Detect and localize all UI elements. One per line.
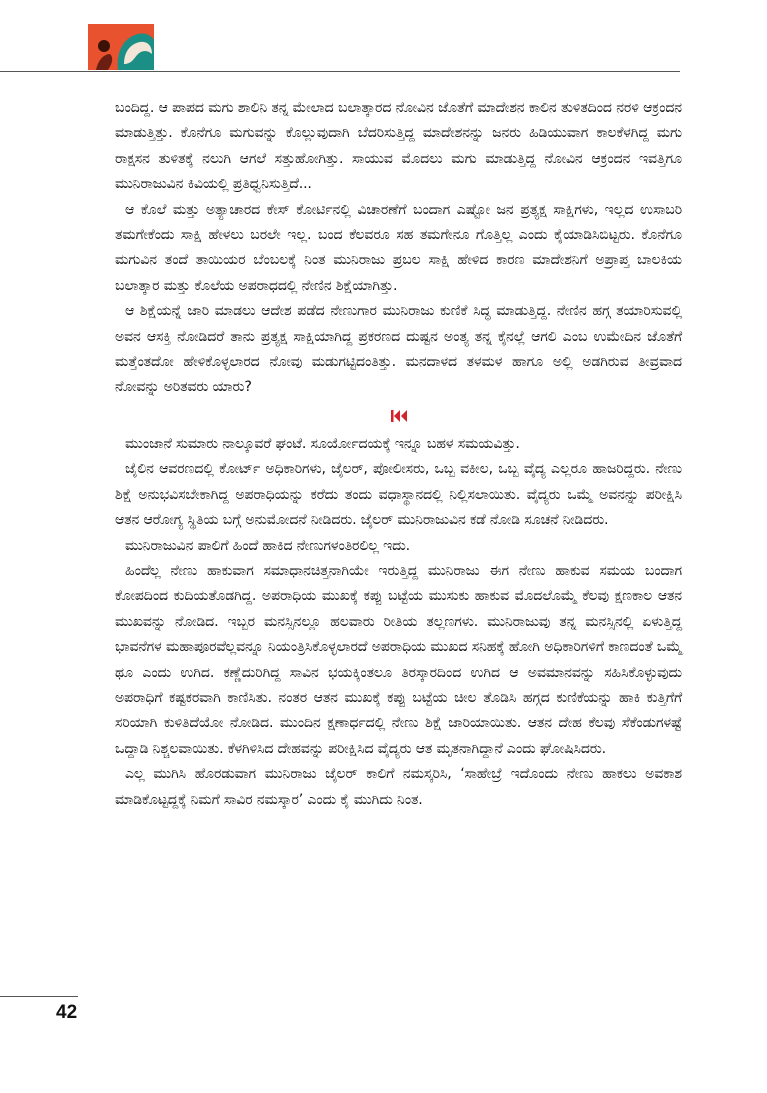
paragraph: ಮುಂಜಾನೆ ಸುಮಾರು ನಾಲ್ಕೂವರೆ ಘಂಟೆ. ಸೂರ್ಯೋದಯಕ್ಕೆ ಇನ್ನೂ ಬಹಳ ಸಮಯವಿತ್ತು. [125,435,520,452]
paragraph: ಆ ಶಿಕ್ಷೆಯನ್ನೆ ಜಾರಿ ಮಾಡಲು ಆದೇಶ ಪಡೆದ ನೇಣುಗಾರ ಮುನಿರಾಜು ಕುಣಿಕೆ ಸಿದ್ಧ ಮಾಡುತ್ತಿದ್ದ. ನೇಣಿನ ಹಗ್ಗ ತಯಾರಿಸುವಲ್ಲಿ ಅವನ ಆಸಕ್ತಿ ನೋಡಿದರೆ ತಾನು ಪ್ರತ್ಯಕ್ಷ ಸಾಕ್ಷಿಯಾಗಿದ್ದ ಪ್ರಕರಣದ ದುಷ್ಟನ ಅಂತ್ಯ ತನ್ನ ಕೈನಲ್ಲೆ ಆಗಲಿ ಎಂಬ ಉಮೇದಿನ ಜೊತೆಗೆ ಮತ್ತೆಂತದೋ ಹೇಳಿಕೊಳ್ಳಲಾರದ ನೋವು ಮಡುಗಟ್ಟಿದಂತಿತ್ತು. ಮನದಾಳದ ತಳಮಳ ಹಾಗೂ ಅಲ್ಲಿ ಅಡಗಿರುವ ತೀವ್ರವಾದ ನೋವನ್ನು ಅರಿತವರು ಯಾರು? [115,303,682,396]
paragraph: ಆ ಕೊಲೆ ಮತ್ತು ಅತ್ಯಾಚಾರದ ಕೇಸ್ ಕೋರ್ಟಿನಲ್ಲಿ ವಿಚಾರಣೆಗೆ ಬಂದಾಗ ಎಷ್ಟೋ ಜನ ಪ್ರತ್ಯಕ್ಷ ಸಾಕ್ಷಿಗಳು, ಇಲ್ಲದ ಉಸಾಬರಿ ತಮಗೇಕೆಂದು ಸಾಕ್ಷಿ ಹೇಳಲು ಬರಲೇ ಇಲ್ಲ. ಬಂದ ಕೆಲವರೂ ಸಹ ತಮಗೇನೂ ಗೊತ್ತಿಲ್ಲ ಎಂದು ಕೈಯಾಡಿಸಿಬಿಟ್ಟರು. ಕೊನೆಗೂ ಮಗುವಿನ ತಂದೆ ತಾಯಿಯರ ಬೆಂಬಲಕ್ಕೆ ನಿಂತ ಮುನಿರಾಜು ಪ್ರಬಲ ಸಾಕ್ಷಿ ಹೇಳಿದ ಕಾರಣ ಮಾದೇಶನಿಗೆ ಅಪ್ರಾಪ್ತ ಬಾಲಕಿಯ ಬಲಾತ್ಕಾರ ಮತ್ತು ಕೊಲೆಯ ಅಪರಾಧದಲ್ಲಿ ನೇಣಿನ ಶಿಕ್ಷೆಯಾಗಿತ್ತು. [115,201,682,294]
paragraph: ಎಲ್ಲ ಮುಗಿಸಿ ಹೊರಡುವಾಗ ಮುನಿರಾಜು ಜೈಲರ್ ಕಾಲಿಗೆ ನಮಸ್ಕರಿಸಿ, ‘ಸಾಹೇಬ್ರೆ ಇದೊಂದು ನೇಣು ಹಾಕಲು ಅವಕಾಶ ಮಾಡಿಕೊಟ್ಟದ್ದಕ್ಕೆ ನಿಮಗೆ ಸಾವಿರ ನಮಸ್ಕಾರ’ ಎಂದು ಕೈ ಮುಗಿದು ನಿಂತ. [115,766,682,808]
double-chevron-left-icon [391,410,407,422]
header-logo [88,24,154,70]
footer-rule [0,996,78,997]
paragraph: ಮುನಿರಾಜುವಿನ ಪಾಲಿಗೆ ಹಿಂದೆ ಹಾಕಿದ ನೇಣುಗಳಂತಿರಲಿಲ್ಲ ಇದು. [125,537,410,554]
paragraph: ಬಂದಿದ್ದ. ಆ ಪಾಪದ ಮಗು ಶಾಲಿನಿ ತನ್ನ ಮೇಲಾದ ಬಲಾತ್ಕಾರದ ನೋವಿನ ಜೊತೆಗೆ ಮಾದೇಶನ ಕಾಲಿನ ತುಳಿತದಿಂದ ನರಳಿ ಆಕ್ರಂದನ ಮಾಡುತ್ತಿತ್ತು. ಕೊನೆಗೂ ಮಗುವನ್ನು ಕೊಲ್ಲುವುದಾಗಿ ಬೆದರಿಸುತ್ತಿದ್ದ ಮಾದೇಶನನ್ನು ಜನರು ಹಿಡಿಯುವಾಗ ಕಾಲಕೆಳಗಿದ್ದ ಮಗು ರಾಕ್ಷಸನ ತುಳಿತಕ್ಕೆ ನಲುಗಿ ಆಗಲೆ ಸತ್ತುಹೋಗಿತ್ತು. ಸಾಯುವ ಮೊದಲು ಮಗು ಮಾಡುತ್ತಿದ್ದ ನೋವಿನ ಆಕ್ರಂದನ ಇವತ್ತಿಗೂ ಮುನಿರಾಜುವಿನ ಕಿವಿಯಲ್ಲಿ ಪ್ರತಿಧ್ವನಿಸುತ್ತಿದೆ... [115,100,682,193]
woman-profile-icon [88,24,154,70]
paragraph: ಜೈಲಿನ ಆವರಣದಲ್ಲಿ ಕೋರ್ಟ್ ಅಧಿಕಾರಿಗಳು, ಜೈಲರ್, ಪೋಲೀಸರು, ಒಬ್ಬ ವಕೀಲ, ಒಬ್ಬ ವೈದ್ಯ ಎಲ್ಲರೂ ಹಾಜರಿದ್ದರು. ನೇಣು ಶಿಕ್ಷೆ ಅನುಭವಿಸಬೇಕಾಗಿದ್ದ ಅಪರಾಧಿಯನ್ನು ಕರೆದು ತಂದು ವಧಾಸ್ಥಾನದಲ್ಲಿ ನಿಲ್ಲಿಸಲಾಯಿತು. ವೈದ್ಯರು ಒಮ್ಮೆ ಅವನನ್ನು ಪರೀಕ್ಷಿಸಿ ಆತನ ಆರೋಗ್ಯ ಸ್ಥಿತಿಯ ಬಗ್ಗೆ ಅನುಮೋದನೆ ನೀಡಿದರು. ಜೈಲರ್ ಮುನಿರಾಜುವಿನ ಕಡೆ ನೋಡಿ ಸೂಚನೆ ನೀಡಿದರು. [115,461,682,529]
paragraph: ಹಿಂದೆಲ್ಲ ನೇಣು ಹಾಕುವಾಗ ಸಮಾಧಾನಚಿತ್ತನಾಗಿಯೇ ಇರುತ್ತಿದ್ದ ಮುನಿರಾಜು ಈಗ ನೇಣು ಹಾಕುವ ಸಮಯ ಬಂದಾಗ ಕೋಪದಿಂದ ಕುದಿಯತೊಡಗಿದ್ದ. ಅಪರಾಧಿಯ ಮುಖಕ್ಕೆ ಕಪ್ಪು ಬಟ್ಟೆಯ ಮುಸುಕು ಹಾಕುವ ಮೊದಲೊಮ್ಮೆ ಕೆಲವು ಕ್ಷಣಕಾಲ ಆತನ ಮುಖವನ್ನು ನೋಡಿದ. ಇಬ್ಬರ ಮನಸ್ಸಿನಲ್ಲೂ ಹಲವಾರು ರೀತಿಯ ತಲ್ಲಣಗಳು. ಮುನಿರಾಜುವು ತನ್ನ ಮನಸ್ಸಿನಲ್ಲಿ ಏಳುತ್ತಿದ್ದ ಭಾವನೆಗಳ ಮಹಾಪೂರವೆಲ್ಲವನ್ನೂ ನಿಯಂತ್ರಿಸಿಕೊಳ್ಳಲಾರದೆ ಅಪರಾಧಿಯ ಮುಖದ ಸನಿಹಕ್ಕೆ ಹೋಗಿ ಅಧಿಕಾರಿಗಳಿಗೆ ಕಾಣದಂತೆ ಒಮ್ಮೆ ಥೂ ಎಂದು ಉಗಿದ. ಕಣ್ಣೆದುರಿಗಿದ್ದ ಸಾವಿನ ಭಯಕ್ಕಿಂತಲೂ ತಿರಸ್ಕಾರದಿಂದ ಉಗಿದ ಆ ಅವಮಾನವನ್ನು ಸಹಿಸಿಕೊಳ್ಳುವುದು ಅಪರಾಧಿಗೆ ಕಷ್ಟಕರವಾಗಿ ಕಾಣಿಸಿತು. ನಂತರ ಆತನ ಮುಖಕ್ಕೆ ಕಪ್ಪು ಬಟ್ಟೆಯ ಚೀಲ ತೊಡಿಸಿ ಹಗ್ಗದ ಕುಣಿಕೆಯನ್ನು ಹಾಕಿ ಕುತ್ತಿಗೆಗೆ ಸರಿಯಾಗಿ ಕುಳಿತಿದೆಯೋ ನೋಡಿದ. ಮುಂದಿನ ಕ್ಷಣಾರ್ಧದಲ್ಲಿ ನೇಣು ಶಿಕ್ಷೆ ಜಾರಿಯಾಯಿತು. ಆತನ ದೇಹ ಕೆಲವು ಸೆಕೆಂಡುಗಳಷ್ಟೆ ಒದ್ದಾಡಿ ನಿಶ್ಚಲವಾಯಿತು. ಕೆಳಗಿಳಿಸಿದ ದೇಹವನ್ನು ಪರೀಕ್ಷಿಸಿದ ವೈದ್ಯರು ಆತ ಮೃತನಾಗಿದ್ದಾನೆ ಎಂದು ಘೋಷಿಸಿದರು. [115,562,682,757]
article-body [115,96,682,813]
page-number: 42 [56,1002,78,1023]
header-rule [0,71,680,72]
section-divider [115,401,682,432]
